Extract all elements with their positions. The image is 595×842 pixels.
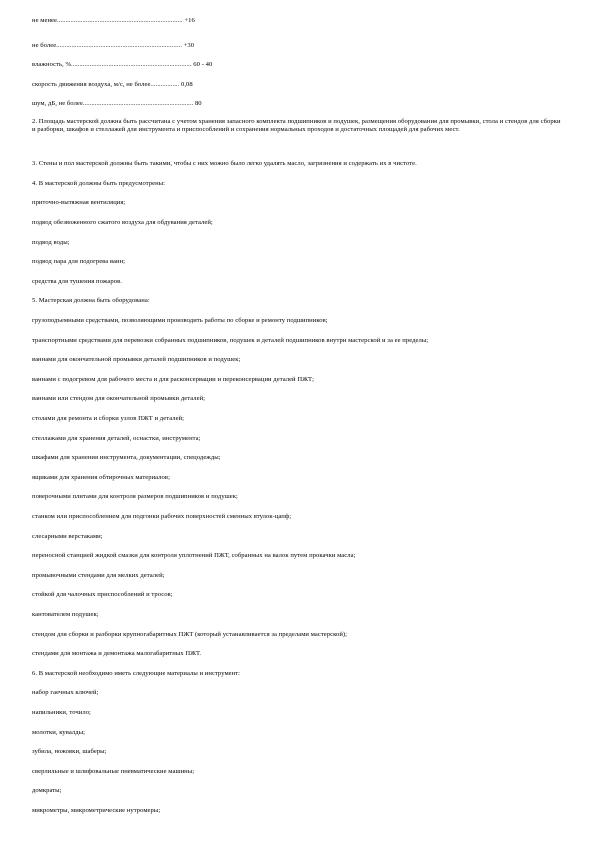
list-item: стендом для сборки и разборки крупногабаритных ПЖТ (который устанавливается за пределами мастерской);: [32, 631, 348, 638]
paragraph: 3. Стены и пол мастерской должны быть такими, чтобы с них можно было легко удалять масло, загрязнения и содержать их в чистоте.: [32, 160, 417, 167]
section-heading: 6. В мастерской необходимо иметь следующие материалы и инструмент:: [32, 670, 241, 677]
list-item: шкафами для хранения инструмента, документации, спецодежды;: [32, 454, 221, 461]
text-line: шум, дБ, не более................................................................. 80: [32, 100, 202, 107]
list-item: промывочными стендами для мелких деталей;: [32, 572, 165, 579]
list-item: зубила, ножовки, шаберы;: [32, 748, 107, 755]
list-item: напильники, точило;: [32, 709, 91, 716]
section-heading: 5. Мастерская должна быть оборудована:: [32, 297, 150, 304]
list-item: стендами для монтажа и демонтажа малогабаритных ПЖТ.: [32, 650, 202, 657]
list-item: ящиками для хранения обтирочных материалов;: [32, 474, 170, 481]
list-item: кантователем подушек;: [32, 611, 99, 618]
text-line: скорость движения воздуха, м/с, не более................. 0,08: [32, 81, 193, 88]
list-item: стеллажами для хранения деталей, оснастки, инструмента;: [32, 435, 201, 442]
list-item: приточно-вытяжная вентиляция;: [32, 199, 126, 206]
list-item: средства для тушения пожаров.: [32, 278, 122, 285]
list-item: микрометры, микрометрические нутромеры;: [32, 807, 161, 814]
text-line: не более.......................................................................... +30: [32, 42, 195, 49]
list-item: слесарными верстаками;: [32, 533, 103, 540]
list-item: транспортными средствами для перевозки собранных подшипников, подушек и деталей подшипников внутри мастерской и за ее пределы;: [32, 337, 429, 344]
paragraph: 2. Площадь мастерской должна быть рассчитана с учетом хранения запасного комплекта подшипников и подушек, размещения оборудования для промывки, стола и стендов для сборки и разборки, шкафов и стеллажей для инструмента и приспособлений и сохранения нормальных проходов и достаточных площадей для рабочих мест.: [32, 118, 561, 134]
list-item: ваннами с подогревом для рабочего места и для расконсервации и переконсервации деталей ПЖТ;: [32, 376, 314, 383]
text-line: не менее.......................................................................... +16: [32, 17, 195, 24]
section-heading: 4. В мастерской должны быть предусмотрены:: [32, 180, 166, 187]
list-item: столами для ремонта и сборки узлов ПЖТ и деталей;: [32, 415, 185, 422]
list-item: молотки, кувалды;: [32, 729, 85, 736]
list-item: ваннами или стендом для окончательной промывки деталей;: [32, 395, 206, 402]
list-item: ваннами для окончательной промывки деталей подшипников и подушек;: [32, 356, 241, 363]
list-item: подвод воды;: [32, 239, 70, 246]
list-item: домкраты;: [32, 787, 62, 794]
list-item: подвод обезвоженного сжатого воздуха для обдувания деталей;: [32, 219, 213, 226]
list-item: станком или приспособлением для подгонки рабочих поверхностей сменных втулок-цапф;: [32, 513, 292, 520]
text-line: влажность, %....................................................................... 60 - 40: [32, 61, 213, 68]
list-item: сверлильные и шлифовальные пневматические машины;: [32, 768, 195, 775]
list-item: набор гаечных ключей;: [32, 689, 99, 696]
list-item: переносной станцией жидкой смазки для контроля уплотнений ПЖТ, собранных на валок путем прокачки масла;: [32, 552, 356, 559]
list-item: стойкой для чалочных приспособлений и тросов;: [32, 591, 173, 598]
list-item: подвод пара для подогрева ванн;: [32, 258, 126, 265]
list-item: поверочными плитами для контроля размеров подшипников и подушек;: [32, 493, 238, 500]
list-item: грузоподъемными средствами, позволяющими производить работы по сборке и ремонту подшипников;: [32, 317, 328, 324]
